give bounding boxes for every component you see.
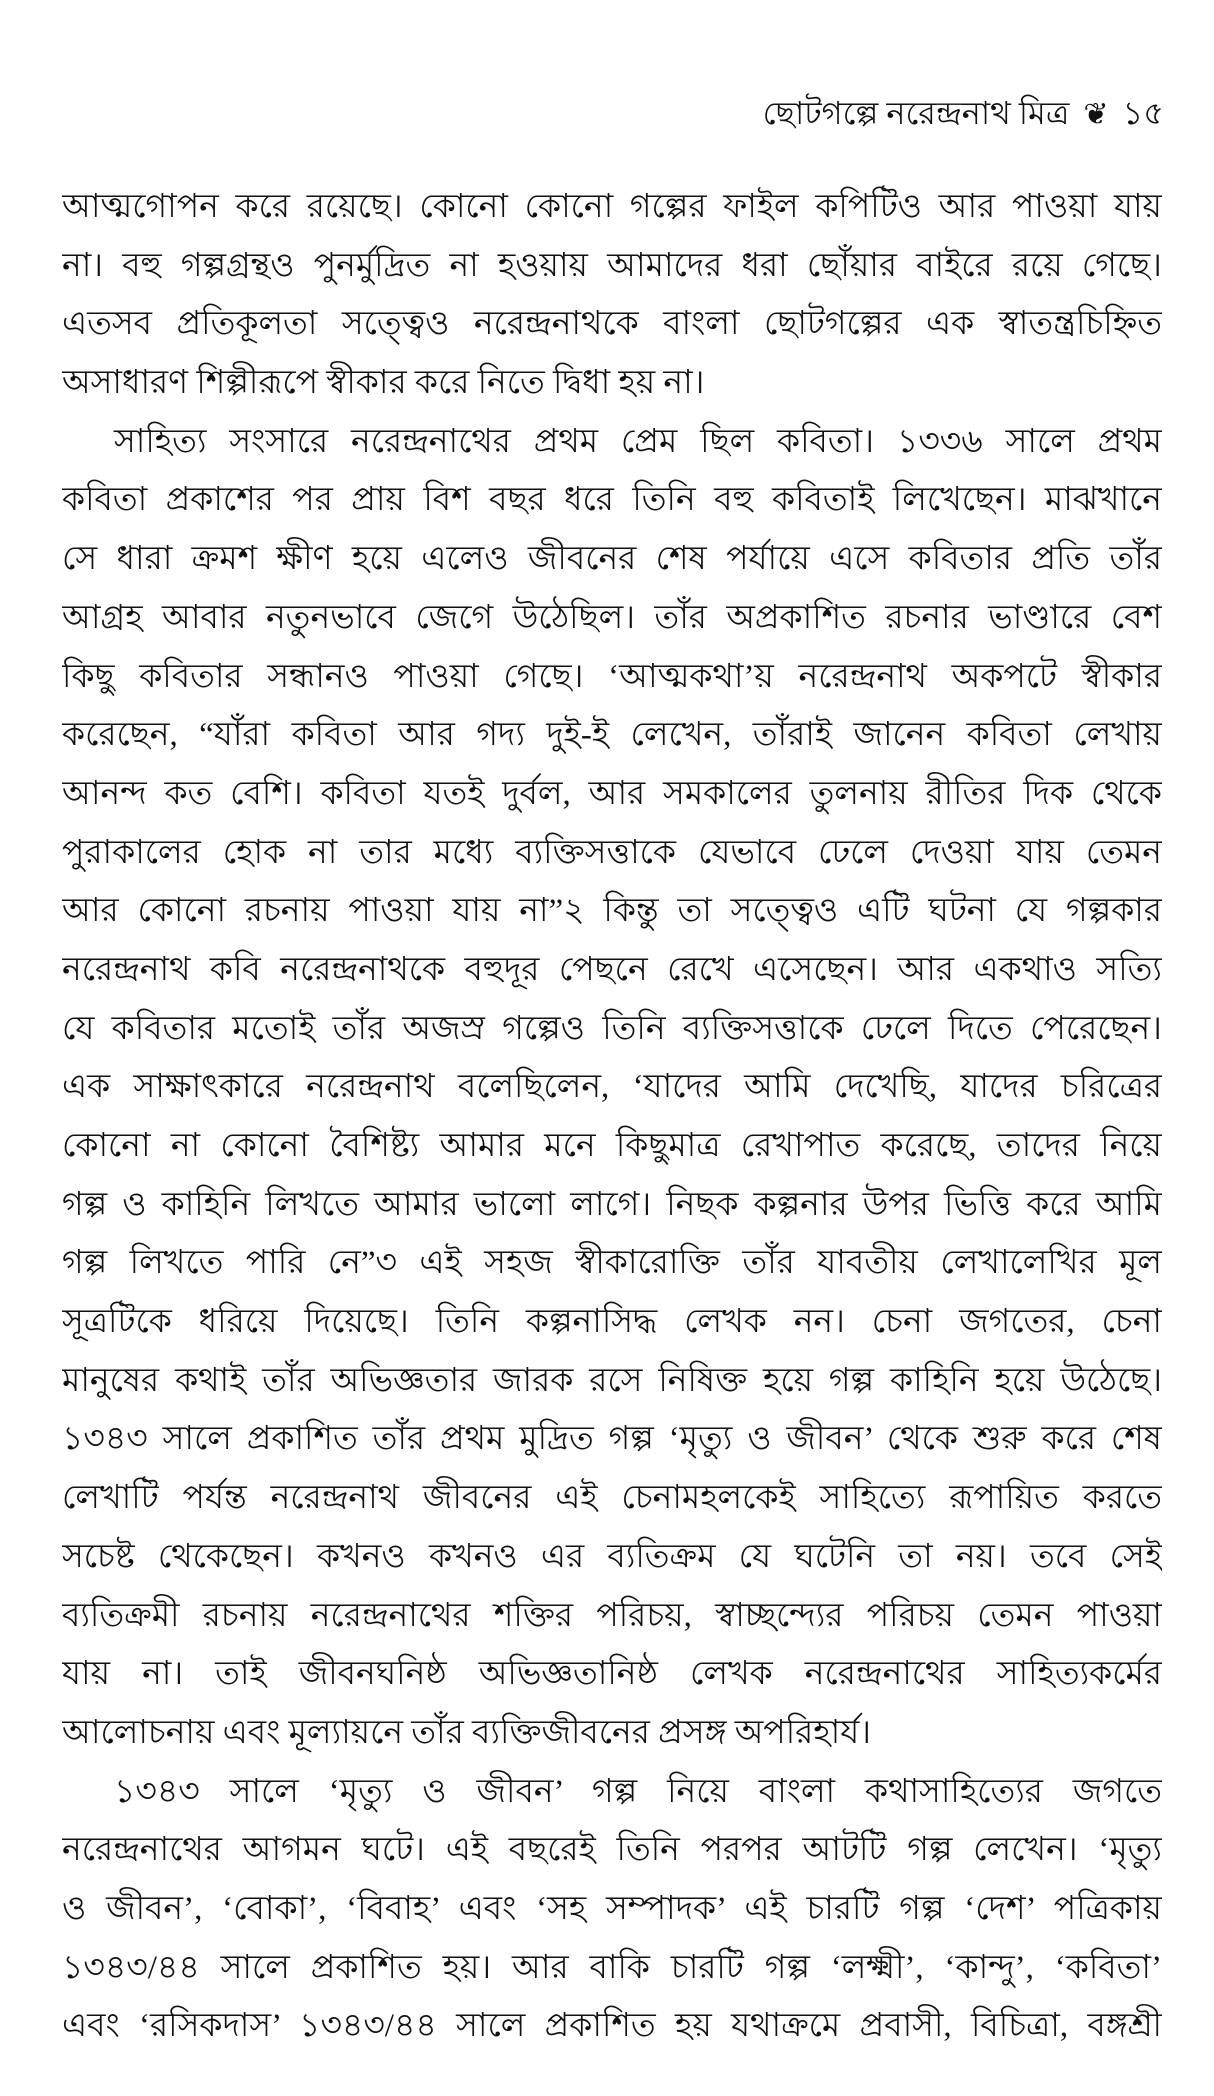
text-line: এক সাক্ষাৎকারে নরেন্দ্রনাথ বলেছিলেন, ‘যাদের আমি দেখেছি, যাদের চরিত্রের bbox=[62, 1069, 1162, 1106]
text-line: যায় না। তাই জীবনঘনিষ্ঠ অভিজ্ঞতানিষ্ঠ লেখক নরেন্দ্রনাথের সাহিত্যকর্মের bbox=[62, 1656, 1162, 1693]
text-line: আলোচনায় এবং মূল্যায়নে তাঁর ব্যক্তিজীবনের প্রসঙ্গ অপরিহার্য। bbox=[62, 1714, 872, 1751]
text-line: কোনো না কোনো বৈশিষ্ট্য আমার মনে কিছুমাত্র রেখাপাত করেছে, তাদের নিয়ে bbox=[62, 1128, 1162, 1164]
text-line: এবং ‘রসিকদাস’ ১৩৪৩/৪৪ সালে প্রকাশিত হয় যথাক্রমে প্রবাসী, বিচিত্রা, বঙ্গশ্রী bbox=[62, 2008, 1162, 2045]
running-title: ছোটগল্পে নরেন্দ্রনাথ মিত্র bbox=[762, 95, 1070, 131]
text-line: এতসব প্রতিকূলতা সত্ত্বেও নরেন্দ্রনাথকে বাংলা ছোটগল্পের এক স্বাতন্ত্রচিহ্নিত bbox=[62, 306, 1162, 343]
text-line: ব্যতিক্রমী রচনায় নরেন্দ্রনাথের শক্তির পরিচয়, স্বাচ্ছন্দ্যের পরিচয় তেমন পাওয়া bbox=[62, 1597, 1162, 1634]
text-line: ১৩৪৩ সালে ‘মৃত্যু ও জীবন’ গল্প নিয়ে বাংলা কথাসাহিত্যের জগতে bbox=[114, 1773, 1162, 1810]
text-line: না। বহু গল্পগ্রন্থও পুনর্মুদ্রিত না হওয়ায় আমাদের ধরা ছোঁয়ার বাইরে রয়ে গেছে। bbox=[62, 247, 1162, 284]
paragraph bbox=[62, 413, 1162, 1763]
text-line: সূত্রটিকে ধরিয়ে দিয়েছে। তিনি কল্পনাসিদ্ধ লেখক নন। চেনা জগতের, চেনা bbox=[62, 1304, 1162, 1341]
text-line: পুরাকালের হোক না তার মধ্যে ব্যক্তিসত্তাকে যেভাবে ঢেলে দেওয়া যায় তেমন bbox=[62, 834, 1162, 871]
paragraph bbox=[62, 178, 1162, 413]
text-line: আর কোনো রচনায় পাওয়া যায় না”২ কিন্তু তা সত্ত্বেও এটি ঘটনা যে গল্পকার bbox=[62, 893, 1162, 930]
text-line: মানুষের কথাই তাঁর অভিজ্ঞতার জারক রসে নিষিক্ত হয়ে গল্প কাহিনি হয়ে উঠেছে। bbox=[62, 1362, 1162, 1399]
text-line: গল্প লিখতে পারি নে”৩ এই সহজ স্বীকারোক্তি তাঁর যাবতীয় লেখালেখির মূল bbox=[62, 1245, 1162, 1282]
text-line: করেছেন, “যাঁরা কবিতা আর গদ্য দুই-ই লেখেন, তাঁরাই জানেন কবিতা লেখায় bbox=[62, 717, 1162, 754]
running-header bbox=[763, 88, 1164, 142]
text-line: সাহিত্য সংসারে নরেন্দ্রনাথের প্রথম প্রেম ছিল কবিতা। ১৩৩৬ সালে প্রথম bbox=[114, 423, 1162, 460]
floral-ornament-icon: ❦ bbox=[1083, 98, 1109, 131]
page-number: ১৫ bbox=[1122, 95, 1164, 131]
text-line: আত্মগোপন করে রয়েছে। কোনো কোনো গল্পের ফাইল কপিটিও আর পাওয়া যায় bbox=[62, 189, 1162, 225]
text-line: লেখাটি পর্যন্ত নরেন্দ্রনাথ জীবনের এই চেনামহলকেই সাহিত্যে রূপায়িত করতে bbox=[62, 1480, 1162, 1517]
text-line: অসাধারণ শিল্পীরূপে স্বীকার করে নিতে দ্বিধা হয় না। bbox=[62, 365, 705, 402]
text-line: ১৩৪৩ সালে প্রকাশিত তাঁর প্রথম মুদ্রিত গল্প ‘মৃত্যু ও জীবন’ থেকে শুরু করে শেষ bbox=[62, 1421, 1162, 1458]
text-line: আনন্দ কত বেশি। কবিতা যতই দুর্বল, আর সমকালের তুলনায় রীতির দিক থেকে bbox=[62, 775, 1162, 812]
text-line: সে ধারা ক্রমশ ক্ষীণ হয়ে এলেও জীবনের শেষ পর্যায়ে এসে কবিতার প্রতি তাঁর bbox=[62, 541, 1162, 578]
text-line: গল্প ও কাহিনি লিখতে আমার ভালো লাগে। নিছক কল্পনার উপর ভিত্তি করে আমি bbox=[62, 1186, 1162, 1223]
text-line: যে কবিতার মতোই তাঁর অজস্র গল্পেও তিনি ব্যক্তিসত্তাকে ঢেলে দিতে পেরেছেন। bbox=[62, 1010, 1162, 1047]
text-line: কবিতা প্রকাশের পর প্রায় বিশ বছর ধরে তিনি বহু কবিতাই লিখেছেন। মাঝখানে bbox=[62, 482, 1162, 519]
text-line: ও জীবন’, ‘বোকা’, ‘বিবাহ’ এবং ‘সহ সম্পাদক’ এই চারটি গল্প ‘দেশ’ পত্রিকায় bbox=[62, 1890, 1162, 1927]
text-line: আগ্রহ আবার নতুনভাবে জেগে উঠেছিল। তাঁর অপ্রকাশিত রচনার ভাণ্ডারে বেশ bbox=[62, 599, 1162, 636]
text-line: ১৩৪৩/৪৪ সালে প্রকাশিত হয়। আর বাকি চারটি গল্প ‘লক্ষ্মী’, ‘কান্দু’, ‘কবিতা’ bbox=[62, 1949, 1162, 1986]
text-line: সচেষ্ট থেকেছেন। কখনও কখনও এর ব্যতিক্রম যে ঘটেনি তা নয়। তবে সেই bbox=[62, 1538, 1162, 1575]
paragraph bbox=[62, 1763, 1162, 2056]
text-line: কিছু কবিতার সন্ধানও পাওয়া গেছে। ‘আত্মকথা’য় নরেন্দ্রনাথ অকপটে স্বীকার bbox=[62, 658, 1162, 695]
page-body-text bbox=[62, 178, 1162, 2056]
text-line: নরেন্দ্রনাথের আগমন ঘটে। এই বছরেই তিনি পরপর আটটি গল্প লেখেন। ‘মৃত্যু bbox=[62, 1832, 1162, 1869]
text-line: নরেন্দ্রনাথ কবি নরেন্দ্রনাথকে বহুদূর পেছনে রেখে এসেছেন। আর একথাও সত্যি bbox=[62, 951, 1162, 988]
